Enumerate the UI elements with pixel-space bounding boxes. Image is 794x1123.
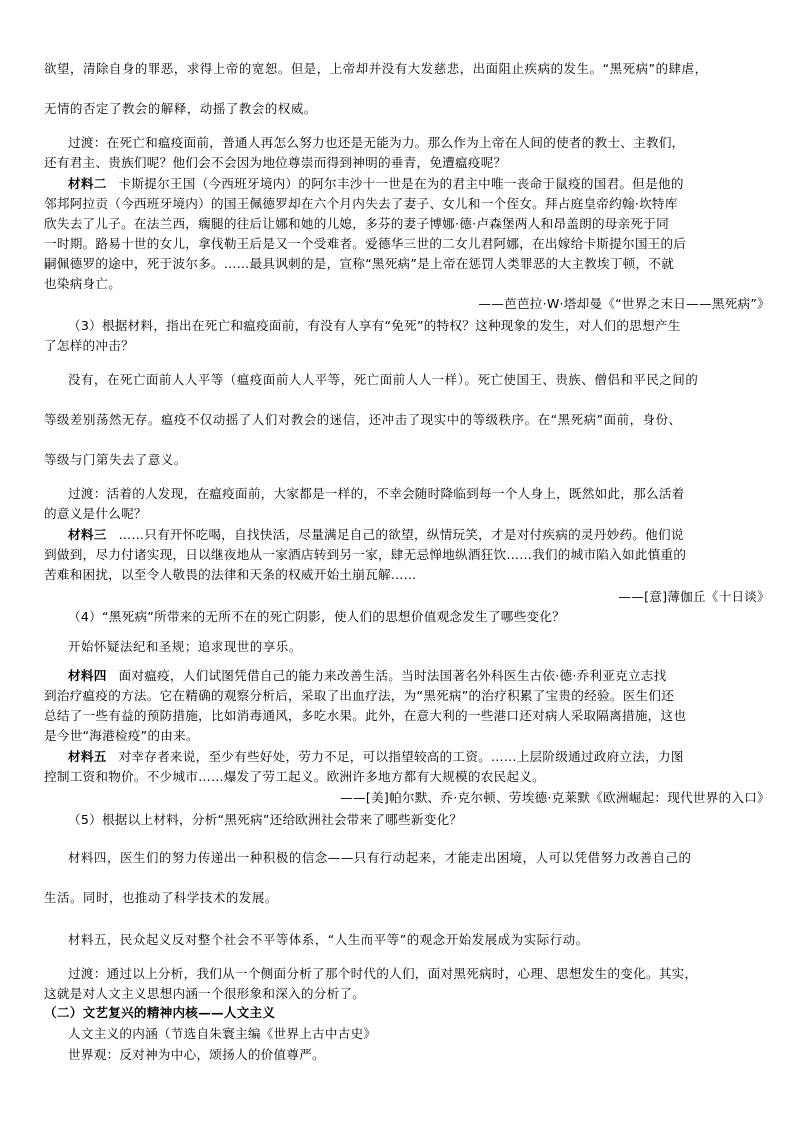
- body-line: 世界观：反对神为中心，颂扬人的价值尊严。: [68, 1047, 325, 1062]
- material-two-paragraph: 欣失去了儿子。在法兰西，瘸腿的往后让娜和她的儿媳，多芬的妻子博娜·德·卢森堡两人和昂盖朗的母亲死于同: [44, 216, 670, 231]
- answer-5: 材料四，医生们的努力传递出一种积极的信念——只有行动起来，才能走出困境，人可以凭借努力改善自己的: [68, 850, 692, 865]
- material-label: 材料三: [68, 527, 107, 542]
- question-3: （3）根据材料，指出在死亡和瘟疫面前，有没有人享有“免死”的特权？这种现象的发生，对人们的思想产生: [68, 318, 681, 333]
- material-text: 对幸存者来说，至少有些好处，劳力不足，可以指望较高的工资。……上层阶级通过政府立法，力图: [118, 749, 684, 764]
- citation: ——[美]帕尔默、乔·克尔顿、劳埃德·克莱默《欧洲崛起：现代世界的入口》: [340, 790, 770, 805]
- material-label: 材料五: [68, 749, 107, 764]
- answer-3: 没有，在死亡面前人人平等（瘟疫面前人人平等，死亡面前人人一样）。死亡使国王、贵族、僧侣和平民之间的: [68, 372, 699, 387]
- material-two-paragraph: [68, 176, 764, 192]
- transition-paragraph: 还有君主、贵族们呢？他们会不会因为地位尊崇而得到神明的垂青，免遭瘟疫呢？: [44, 155, 507, 170]
- question-3: 了怎样的冲击？: [44, 338, 134, 353]
- material-two-paragraph: 也染病身亡。: [44, 276, 122, 291]
- material-two-paragraph: 邻邦阿拉贡（今西班牙境内）的国王佩德罗却在六个月内失去了妻子、女儿和一个侄女。拜占庭皇帝约翰·坎特库: [44, 196, 678, 211]
- answer-3: 等级差别荡然无存。瘟疫不仅动摇了人们对教会的迷信，还冲击了现实中的等级秩序。在“黑死病”面前，身份、: [44, 412, 682, 427]
- transition-paragraph: 过渡：在死亡和瘟疫面前，普通人再怎么努力也还是无能为力。那么作为上帝在人间的使者的教士、主教们，: [68, 135, 685, 150]
- transition-paragraph: 过渡：通过以上分析，我们从一个侧面分析了那个时代的人们，面对黑死病时，心理、思想发生的变化。其实，: [68, 966, 698, 981]
- transition-paragraph: 过渡：活着的人发现，在瘟疫面前，大家都是一样的，不幸会随时降临到每一个人身上，既然如此，那么活着: [68, 486, 685, 501]
- material-three-paragraph: 苦难和困扰，以至令人敬畏的法律和天条的权威开始土崩瓦解……: [44, 567, 417, 582]
- material-three-paragraph: 到做到，尽力付诸实现，日以继夜地从一家酒店转到另一家，肆无忌惮地纵酒狂饮……我们的城市陷入如此慎重的: [44, 547, 687, 562]
- material-label: 材料四: [68, 668, 107, 683]
- answer-continuation-line: 无情的否定了教会的解释，动摇了教会的权威。: [44, 101, 317, 116]
- material-four-paragraph: 到治疗瘟疫的方法。它在精确的观察分析后，采取了出血疗法，为“黑死病”的治疗积累了宝贵的经验。医生们还: [44, 688, 675, 703]
- material-five-paragraph: 控制工资和物价。不少城市……爆发了劳工起义。欧洲许多地方都有大规模的农民起义。: [44, 769, 545, 784]
- material-label: 材料二: [68, 176, 107, 191]
- material-two-paragraph: 一时期。路易十世的女儿，拿伐勒王后是又一个受难者。爱德华三世的二女儿君阿娜，在出嫁给卡斯提尔国王的后: [44, 236, 687, 251]
- material-three-paragraph: [68, 527, 764, 543]
- answer-3: 等级与门第失去了意义。: [44, 452, 187, 467]
- citation: ——[意]薄伽丘《十日谈》: [618, 589, 770, 604]
- transition-paragraph: 的意义是什么呢？: [44, 506, 147, 521]
- question-5: （5）根据以上材料，分析“黑死病”还给欧洲社会带来了哪些新变化？: [68, 812, 463, 827]
- answer-continuation-line: 欲望，清除自身的罪恶，求得上帝的宽恕。但是，上帝却并没有大发慈悲，出面阻止疾病的发生。“黑死病”的肆虐，: [44, 61, 708, 76]
- citation: ——芭芭拉·W·塔却曼《“世界之末日——黑死病”》: [478, 296, 770, 311]
- transition-paragraph: 这就是对人文主义思想内涵一个很形象和深入的分析了。: [44, 986, 366, 1001]
- answer-4: 开始怀疑法纪和圣规；追求现世的享乐。: [68, 639, 302, 654]
- section-heading: （二）文艺复兴的精神内核——人文主义: [44, 1005, 276, 1020]
- material-five-paragraph: [68, 749, 764, 765]
- material-text: 卡斯提尔王国（今西班牙境内）的阿尔丰沙十一世是在为的君主中唯一丧命于鼠疫的国君。但是他的: [118, 176, 684, 191]
- material-two-paragraph: 嗣佩德罗的途中，死于波尔多。……最具讽刺的是，宣称“黑死病”是上帝在惩罚人类罪恶的大主教埃丁顿，不就: [44, 256, 675, 271]
- material-text: ……只有开怀吃喝，自找快活，尽量满足自己的欲望，纵情玩笑，才是对付疾病的灵丹妙药。他们说: [118, 527, 684, 542]
- question-4: （4）“黑死病”所带来的无所不在的死亡阴影，使人们的思想价值观念发生了哪些变化？: [68, 609, 566, 624]
- body-line: 人文主义的内涵（节选自朱寰主编《世界上古中古史》: [68, 1026, 377, 1041]
- material-text: 面对瘟疫，人们试图凭借自己的能力来改善生活。当时法国著名外科医生古依·德·乔利亚克立志找: [118, 668, 667, 683]
- material-four-paragraph: 是今世“海港检疫”的由来。: [44, 728, 199, 743]
- material-four-paragraph: 总结了一些有益的预防措施，比如消毒通风，多吃水果。此外，在意大利的一些港口还对病人采取隔离措施，这也: [44, 708, 687, 723]
- answer-5: 材料五，民众起义反对整个社会不平等体系，“人生而平等”的观念开始发展成为实际行动。: [68, 932, 589, 947]
- material-four-paragraph: [68, 668, 764, 684]
- answer-5: 生活。同时，也推动了科学技术的发展。: [44, 890, 278, 905]
